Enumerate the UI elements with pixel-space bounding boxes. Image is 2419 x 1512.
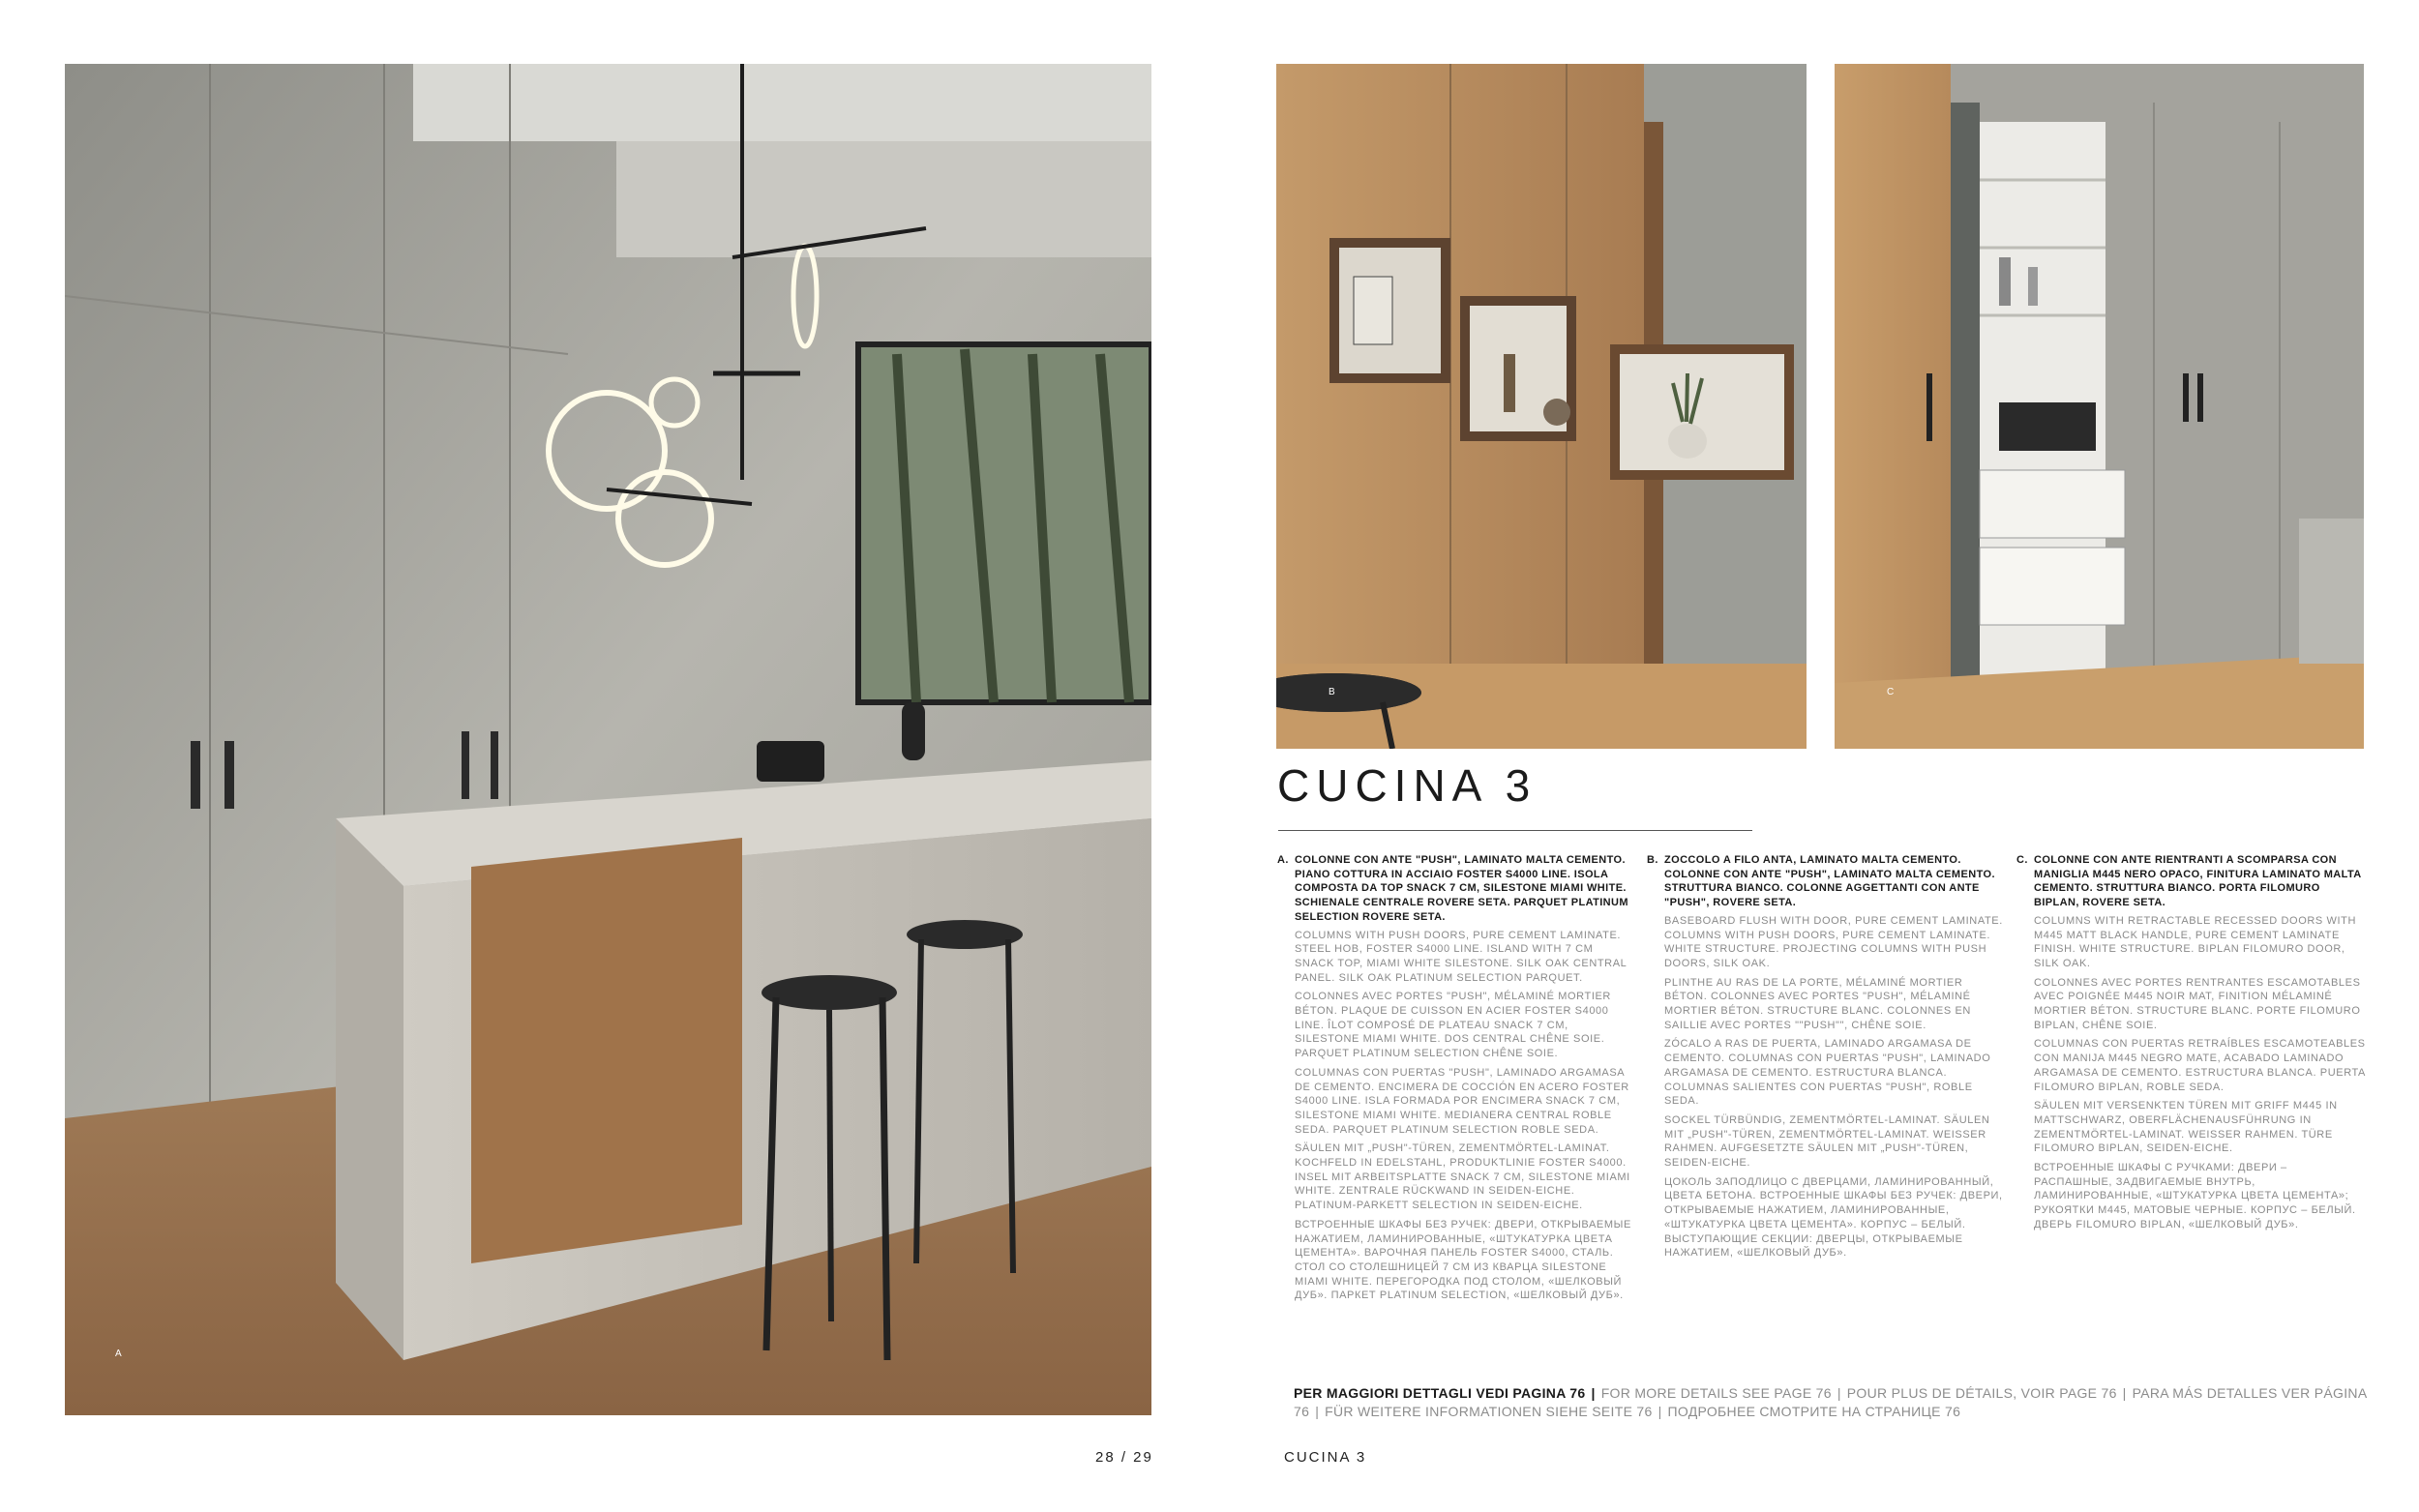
kitchen-photo-a xyxy=(65,64,1151,1415)
translation-de: SOCKEL TÜRBÜNDIG, ZEMENTMÖRTEL-LAMINAT. SÄULEN MIT „PUSH"-TÜREN, ZEMENTMÖRTEL-LAMINAT. WEISSER RAHMEN. AUFGESETZTE SÄULEN MIT „PUSH"-TÜREN, SEIDEN-EICHE. xyxy=(1664,1113,1990,1170)
translation-en: COLUMNS WITH RETRACTABLE RECESSED DOORS WITH M445 MATT BLACK HANDLE, PURE CEMENT LAMINATE FINISH. WHITE STRUCTURE. BIPLAN FILOMURO DOOR, SILK OAK. xyxy=(2034,914,2356,969)
translation-fr: COLONNES AVEC PORTES "PUSH", MÉLAMINÉ MORTIER BÉTON. PLAQUE DE CUISSON EN ACIER FOSTER S4000 LINE. ÎLOT COMPOSÉ DE PLATEAU SNACK 7 CM, SILESTONE MIAMI WHITE. DOS CENTRAL CHÊNE SOIE. PARQUET PLATINUM SELECTION CHÊNE SOIE. xyxy=(1295,991,1611,1060)
translation-de: SÄULEN MIT „PUSH"-TÜREN, ZEMENTMÖRTEL-LAMINAT. KOCHFELD IN EDELSTAHL, PRODUKTLINIE FOSTER S4000. INSEL MIT ARBEITSPLATTE SNACK 7 CM, SILESTONE MIAMI WHITE. ZENTRALE RÜCKWAND IN SEIDEN-EICHE. PLATINUM-PARKETT SELECTION IN SEIDEN-EICHE. xyxy=(1295,1142,1630,1212)
details-separator: | xyxy=(2122,1385,2127,1401)
item-letter: B. xyxy=(1647,854,1658,866)
details-en: FOR MORE DETAILS SEE PAGE 76 xyxy=(1600,1385,1832,1401)
column-heading xyxy=(1647,853,2003,910)
translation-es: ZÓCALO A RAS DE PUERTA, LAMINADO ARGAMASA DE CEMENTO. COLUMNAS CON PUERTAS "PUSH", LAMINADO ARGAMASA DE CEMENTO. ESTRUCTURA BLANCA. COLUMNAS SALIENTES CON PUERTAS "PUSH", ROBLE SEDA. xyxy=(1664,1038,1991,1108)
translation-de: SÄULEN MIT VERSENKTEN TÜREN MIT GRIFF M445 IN MATTSCHWARZ, OBERFLÄCHENAUSFÜHRUNG IN ZEMENTMÖRTEL-LAMINAT. WEISSER RAHMEN. TÜRE FILOMURO BIPLAN, SEIDEN-EICHE. xyxy=(2034,1100,2338,1155)
details-fr: POUR PLUS DE DÉTAILS, VOIR PAGE 76 xyxy=(1846,1385,2117,1401)
translation-en: COLUMNS WITH PUSH DOORS, PURE CEMENT LAMINATE. STEEL HOB, FOSTER S4000 LINE. ISLAND WITH 7 CM SNACK TOP, MIAMI WHITE SILESTONE. SILK OAK CENTRAL PANEL. SILK OAK PLATINUM SELECTION PARQUET. xyxy=(1295,929,1627,984)
details-separator: | xyxy=(1315,1404,1320,1419)
translation-es: COLUMNAS CON PUERTAS RETRAÍBLES ESCAMOTEABLES CON MANIJA M445 NEGRO MATE, ACABADO LAMINADO ARGAMASA DE CEMENTO. ESTRUCTURA BLANCA. PUERTA FILOMURO BIPLAN, ROBLE SEDA. xyxy=(2034,1038,2366,1093)
photo-c-label: C xyxy=(1887,687,1896,697)
description-column-c xyxy=(2016,853,2367,1237)
more-details-note xyxy=(1294,1384,2368,1421)
item-letter: C. xyxy=(2016,854,2028,866)
page-title: CUCINA 3 xyxy=(1277,760,1538,811)
translation-en: BASEBOARD FLUSH WITH DOOR, PURE CEMENT LAMINATE. COLUMNS WITH PUSH DOORS, PURE CEMENT LAMINATE. WHITE STRUCTURE. PROJECTING COLUMNS WITH PUSH DOORS, SILK OAK. xyxy=(1664,914,2003,969)
photo-b-label: B xyxy=(1329,687,1336,697)
translation-es: COLUMNAS CON PUERTAS "PUSH", LAMINADO ARGAMASA DE CEMENTO. ENCIMERA DE COCCIÓN EN ACERO FOSTER S4000 LINE. ISLA FORMADA POR ENCIMERA SNACK 7 CM, SILESTONE MIAMI WHITE. MEDIANERA CENTRAL ROBLE SEDA. PARQUET PLATINUM SELECTION ROBLE SEDA. xyxy=(1295,1066,1629,1136)
description-column-b xyxy=(1647,853,2003,1265)
title-divider xyxy=(1278,830,1752,831)
translation-fr: PLINTHE AU RAS DE LA PORTE, MÉLAMINÉ MORTIER BÉTON. COLONNES AVEC PORTES "PUSH", MÉLAMINÉ MORTIER BÉTON. STRUCTURE BLANC. COLONNES EN SAILLIE AVEC PORTES ""PUSH"", CHÊNE SOIE. xyxy=(1664,976,1971,1031)
details-ru: ПОДРОБНЕЕ СМОТРИТЕ НА СТРАНИЦЕ 76 xyxy=(1667,1404,1961,1419)
translation-ru: ЦОКОЛЬ ЗАПОДЛИЦО С ДВЕРЦАМИ, ЛАМИНИРОВАННЫЙ, ЦВЕТА БЕТОНА. ВСТРОЕННЫЕ ШКАФЫ БЕЗ РУЧЕК: ДВЕРИ, ОТКРЫВАЕМЫЕ НАЖАТИЕМ, ЛАМИНИРОВАННЫЕ, «ШТУКАТУРКА ЦВЕТА ЦЕМЕНТА». КОРПУС – БЕЛЫЙ. ВЫСТУПАЮЩИЕ СЕКЦИИ: ДВЕРЦЫ, ОТКРЫВАЕМЫЕ НАЖАТИЕМ, «ШЕЛКОВЫЙ ДУБ». xyxy=(1664,1175,2003,1260)
details-es: PARA MÁS DETALLES VER PÁGINA 76 xyxy=(1294,1385,2367,1419)
translation-ru: ВСТРОЕННЫЕ ШКАФЫ БЕЗ РУЧЕК: ДВЕРИ, ОТКРЫВАЕМЫЕ НАЖАТИЕМ, ЛАМИНИРОВАННЫЕ, «ШТУКАТУРКА ЦВЕТА ЦЕМЕНТА». ВАРОЧНАЯ ПАНЕЛЬ FOSTER S4000, СТАЛЬ. СТОЛ СО СТОЛЕШНИЦЕЙ 7 СМ ИЗ КВАРЦА SILESTONE MIAMI WHITE. ПЕРЕГОРОДКА ПОД СТОЛОМ, «ШЕЛКОВЫЙ ДУБ». ПАРКЕТ PLATINUM SELECTION, «ШЕЛКОВЫЙ ДУБ». xyxy=(1295,1218,1631,1302)
column-heading xyxy=(2016,853,2367,910)
column-heading xyxy=(1277,853,1633,925)
cabinet-niches-photo-b xyxy=(1276,64,1807,749)
photo-a-label: A xyxy=(115,1349,123,1359)
details-main: PER MAGGIORI DETTAGLI VEDI PAGINA 76 xyxy=(1294,1385,1586,1401)
description-column-a xyxy=(1277,853,1633,1308)
details-separator: | xyxy=(1657,1404,1662,1419)
details-separator: | xyxy=(1591,1385,1596,1401)
page-numbers: 28 / 29 xyxy=(1095,1449,1153,1466)
details-separator: | xyxy=(1837,1385,1841,1401)
heading-text: ZOCCOLO A FILO ANTA, LAMINATO MALTA CEMENTO. COLONNE CON ANTE "PUSH", LAMINATO MALTA CEMENTO. STRUTTURA BIANCO. COLONNE AGGETTANTI CON ANTE "PUSH", ROVERE SETA. xyxy=(1664,854,1995,909)
section-name: CUCINA 3 xyxy=(1284,1449,1367,1466)
kitchen-island-image xyxy=(65,64,1151,1415)
wood-niches-image xyxy=(1276,64,1807,749)
heading-text: COLONNE CON ANTE "PUSH", LAMINATO MALTA CEMENTO. PIANO COTTURA IN ACCIAIO FOSTER S4000 LINE. ISOLA COMPOSTA DA TOP SNACK 7 CM, SILESTONE MIAMI WHITE. SCHIENALE CENTRALE ROVERE SETA. PARQUET PLATINUM SELECTION ROVERE SETA. xyxy=(1295,854,1628,923)
translation-fr: COLONNES AVEC PORTES RENTRANTES ESCAMOTABLES AVEC POIGNÉE M445 NOIR MAT, FINITION MÉLAMINÉ MORTIER BÉTON. STRUCTURE BLANC. PORTE FILOMURO BIPLAN, CHÊNE SOIE. xyxy=(2034,976,2361,1031)
translation-ru: ВСТРОЕННЫЕ ШКАФЫ С РУЧКАМИ: ДВЕРИ – РАСПАШНЫЕ, ЗАДВИГАЕМЫЕ ВНУТРЬ, ЛАМИНИРОВАННЫЕ, «ШТУКАТУРКА ЦВЕТА ЦЕМЕНТА»; РУКОЯТКИ M445, МАТОВЫЕ ЧЕРНЫЕ. КОРПУС – БЕЛЫЙ. ДВЕРЬ FILOMURO BIPLAN, «ШЕЛКОВЫЙ ДУБ». xyxy=(2034,1162,2356,1230)
details-de: FÜR WEITERE INFORMATIONEN SIEHE SEITE 76 xyxy=(1325,1404,1653,1419)
heading-text: COLONNE CON ANTE RIENTRANTI A SCOMPARSA CON MANIGLIA M445 NERO OPACO, FINITURA LAMINATO MALTA CEMENTO. STRUTTURA BIANCO. PORTA FILOMURO BIPLAN, ROVERE SETA. xyxy=(2034,854,2362,909)
item-letter: A. xyxy=(1277,854,1289,866)
pantry-column-image xyxy=(1835,64,2364,749)
pantry-column-photo-c xyxy=(1835,64,2364,749)
